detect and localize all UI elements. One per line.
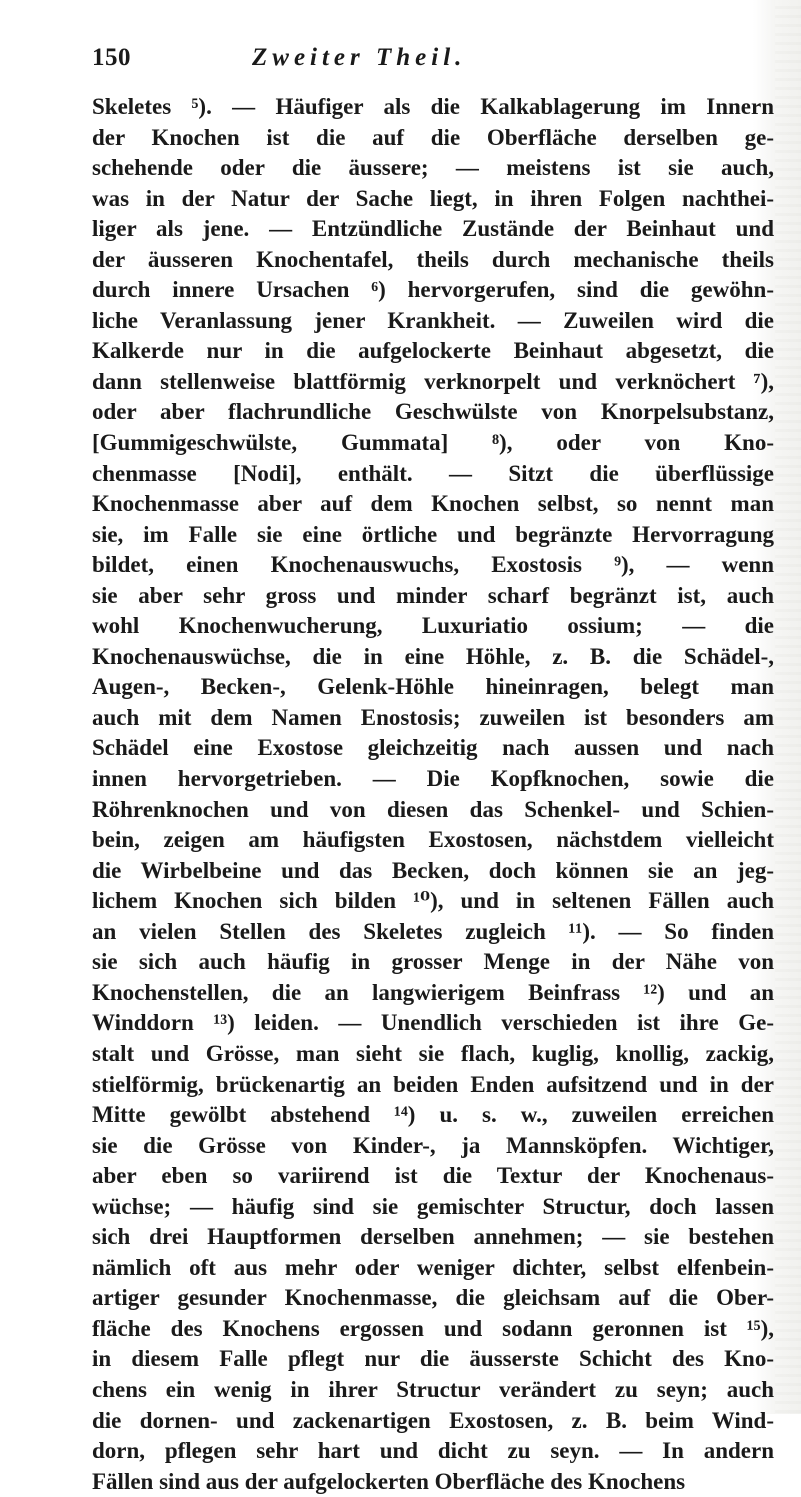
text-line: durch innere Ursachen ⁶) hervorgerufen, sind die gewöhn- (92, 277, 774, 303)
text-line: was in der Natur der Sache liegt, in ihren Folgen nachthei- (92, 185, 774, 211)
text-line: Skeletes ⁵). — Häufiger als die Kalkablagerung im Innern (92, 94, 774, 119)
text-line: die dornen- und zackenartigen Exostosen, z. B. beim Wind- (92, 1407, 774, 1433)
text-line: [Gummigeschwülste, Gummata] ⁸), oder von Kno- (92, 430, 774, 456)
text-line: Kalkerde nur in die aufgelockerte Beinhaut abgesetzt, die (92, 338, 774, 364)
text-line: artiger gesunder Knochenmasse, die gleichsam auf die Ober- (92, 1285, 774, 1311)
text-line: in diesem Falle pflegt nur die äusserste Schicht des Kno- (92, 1346, 774, 1372)
text-line: wohl Knochenwucherung, Luxuriatio ossium; — die (92, 613, 774, 639)
body-text (92, 92, 774, 1497)
text-line: sie aber sehr gross und minder scharf begränzt ist, auch (92, 582, 774, 608)
text-line: Knochenstellen, die an langwierigem Beinfrass ¹²) und an (92, 979, 774, 1005)
text-line: stalt und Grösse, man sieht sie flach, kuglig, knollig, zackig, (92, 1040, 774, 1066)
text-line: Schädel eine Exostose gleichzeitig nach aussen und nach (92, 735, 774, 761)
text-line: aber eben so variirend ist die Textur der Knochenaus- (92, 1163, 774, 1189)
text-line: lichem Knochen sich bilden ¹⁰), und in seltenen Fällen auch (92, 888, 774, 914)
running-head: Zweiter Theil. (252, 44, 467, 71)
text-line: dorn, pflegen sehr hart und dicht zu seyn. — In andern (92, 1438, 774, 1464)
text-line: sich drei Hauptformen derselben annehmen; — sie bestehen (92, 1224, 774, 1250)
text-line: auch mit dem Namen Enostosis; zuweilen ist besonders am (92, 704, 774, 730)
page-edge-shadow (775, 0, 801, 1414)
text-line: innen hervorgetrieben. — Die Kopfknochen, sowie die (92, 766, 774, 792)
text-line: fläche des Knochens ergossen und sodann geronnen ist ¹⁵), (92, 1315, 774, 1341)
text-line: Röhrenknochen und von diesen das Schenkel- und Schien- (92, 796, 774, 822)
text-line: sie, im Falle sie eine örtliche und begränzte Hervorragung (92, 521, 774, 547)
text-line: dann stellenweise blattförmig verknorpelt und verknöchert ⁷), (92, 368, 774, 394)
text-line: liche Veranlassung jener Krankheit. — Zuweilen wird die (92, 307, 774, 333)
text-line: Fällen sind aus der aufgelockerten Oberfläche des Knochens (92, 1468, 686, 1494)
text-line: nämlich oft aus mehr oder weniger dichter, selbst elfenbein- (92, 1254, 774, 1280)
text-line: chens ein wenig in ihrer Structur verändert zu seyn; auch (92, 1376, 774, 1402)
text-line: wüchse; — häufig sind sie gemischter Structur, doch lassen (92, 1193, 774, 1219)
text-line: schehende oder die äussere; — meistens ist sie auch, (92, 155, 774, 181)
text-line: Knochenmasse aber auf dem Knochen selbst, so nennt man (92, 491, 774, 517)
text-line: Augen-, Becken-, Gelenk-Höhle hineinragen, belegt man (92, 674, 774, 700)
text-line: der Knochen ist die auf die Oberfläche derselben ge- (92, 124, 774, 150)
text-line: Mitte gewölbt abstehend ¹⁴) u. s. w., zuweilen erreichen (92, 1102, 774, 1128)
text-line: Winddorn ¹³) leiden. — Unendlich verschieden ist ihre Ge- (92, 1010, 774, 1036)
text-line: bildet, einen Knochenauswuchs, Exostosis ⁹), — wenn (92, 552, 774, 578)
text-line: sie die Grösse von Kinder-, ja Mannsköpfen. Wichtiger, (92, 1132, 774, 1158)
text-line: bein, zeigen am häufigsten Exostosen, nächstdem vielleicht (92, 827, 774, 853)
text-line: stielförmig, brückenartig an beiden Enden aufsitzend und in der (92, 1071, 774, 1097)
page-header (92, 44, 732, 84)
page-number: 150 (92, 44, 131, 71)
text-line: an vielen Stellen des Skeletes zugleich ¹¹). — So finden (92, 918, 774, 944)
text-line: chenmasse [Nodi], enthält. — Sitzt die überflüssige (92, 460, 774, 486)
text-line: sie sich auch häufig in grosser Menge in der Nähe von (92, 949, 774, 975)
text-line: der äusseren Knochentafel, theils durch mechanische theils (92, 246, 774, 272)
text-line: liger als jene. — Entzündliche Zustände der Beinhaut und (92, 216, 774, 242)
text-line: oder aber flachrundliche Geschwülste von Knorpelsubstanz, (92, 399, 774, 425)
text-line: die Wirbelbeine und das Becken, doch können sie an jeg- (92, 857, 774, 883)
text-line: Knochenauswüchse, die in eine Höhle, z. B. die Schädel-, (92, 643, 774, 669)
